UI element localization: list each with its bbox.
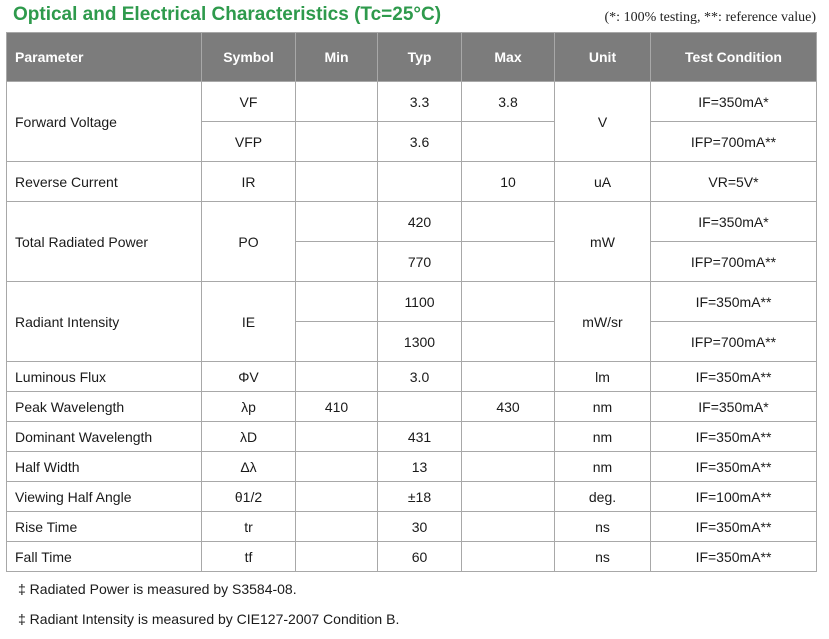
max-cell [462,512,555,542]
condition-cell: IF=350mA** [651,282,817,322]
symbol-cell: ΦV [202,362,296,392]
max-cell [462,422,555,452]
legend-note: (*: 100% testing, **: reference value) [604,10,816,25]
symbol-cell: IE [202,282,296,362]
min-cell [296,282,378,322]
min-cell [296,162,378,202]
condition-cell: IF=350mA** [651,362,817,392]
unit-cell: mW/sr [555,282,651,362]
typ-cell: 420 [378,202,462,242]
param-cell: Total Radiated Power [7,202,202,282]
condition-cell: IF=350mA** [651,452,817,482]
unit-cell: nm [555,392,651,422]
param-cell: Rise Time [7,512,202,542]
min-cell [296,82,378,122]
condition-cell: IF=350mA* [651,202,817,242]
min-cell [296,482,378,512]
table-row [7,512,817,542]
symbol-cell: λD [202,422,296,452]
max-cell [462,122,555,162]
typ-cell: 770 [378,242,462,282]
param-cell: Radiant Intensity [7,282,202,362]
condition-cell: IF=350mA** [651,512,817,542]
condition-cell: IF=350mA* [651,392,817,422]
typ-cell: 3.0 [378,362,462,392]
symbol-cell: tr [202,512,296,542]
symbol-cell: VFP [202,122,296,162]
unit-cell: nm [555,422,651,452]
min-cell [296,202,378,242]
footnote-radiant-intensity: ‡ Radiant Intensity is measured by CIE127-2007 Condition B. [18,611,400,627]
header-row [7,33,817,82]
param-cell: Dominant Wavelength [7,422,202,452]
table-row [7,422,817,452]
header-parameter: Parameter [7,33,202,82]
header-max: Max [462,33,555,82]
min-cell [296,512,378,542]
min-cell: 410 [296,392,378,422]
max-cell [462,282,555,322]
max-cell: 430 [462,392,555,422]
condition-cell: IFP=700mA** [651,242,817,282]
table-row [7,392,817,422]
symbol-cell: VF [202,82,296,122]
unit-cell: uA [555,162,651,202]
header-min: Min [296,33,378,82]
param-cell: Forward Voltage [7,82,202,162]
header-unit: Unit [555,33,651,82]
min-cell [296,322,378,362]
max-cell [462,322,555,362]
symbol-cell: λp [202,392,296,422]
header-symbol: Symbol [202,33,296,82]
typ-cell: 3.6 [378,122,462,162]
condition-cell: IFP=700mA** [651,322,817,362]
typ-cell [378,162,462,202]
condition-cell: IFP=700mA** [651,122,817,162]
typ-cell [378,392,462,422]
unit-cell: deg. [555,482,651,512]
param-cell: Reverse Current [7,162,202,202]
min-cell [296,542,378,572]
table-row [7,82,817,122]
typ-cell: 1300 [378,322,462,362]
unit-cell: ns [555,542,651,572]
characteristics-table [6,32,817,572]
max-cell [462,452,555,482]
min-cell [296,242,378,282]
table-row [7,162,817,202]
symbol-cell: PO [202,202,296,282]
table-row [7,482,817,512]
max-cell [462,362,555,392]
table-row [7,362,817,392]
condition-cell: IF=350mA** [651,542,817,572]
max-cell [462,242,555,282]
condition-cell: IF=350mA** [651,422,817,452]
symbol-cell: Δλ [202,452,296,482]
page-title: Optical and Electrical Characteristics (Tc=25°C) [13,4,442,25]
unit-cell: mW [555,202,651,282]
footnote-radiated-power: ‡ Radiated Power is measured by S3584-08. [18,581,297,597]
unit-cell: nm [555,452,651,482]
condition-cell: IF=350mA* [651,82,817,122]
symbol-cell: θ1/2 [202,482,296,512]
typ-cell: 13 [378,452,462,482]
min-cell [296,452,378,482]
table-row [7,282,817,322]
param-cell: Half Width [7,452,202,482]
typ-cell: 60 [378,542,462,572]
param-cell: Fall Time [7,542,202,572]
param-cell: Luminous Flux [7,362,202,392]
min-cell [296,362,378,392]
table-row [7,542,817,572]
max-cell: 3.8 [462,82,555,122]
unit-cell: ns [555,512,651,542]
typ-cell: 3.3 [378,82,462,122]
param-cell: Peak Wavelength [7,392,202,422]
max-cell [462,542,555,572]
min-cell [296,422,378,452]
condition-cell: IF=100mA** [651,482,817,512]
typ-cell: 431 [378,422,462,452]
typ-cell: ±18 [378,482,462,512]
param-cell: Viewing Half Angle [7,482,202,512]
typ-cell: 1100 [378,282,462,322]
header-typ: Typ [378,33,462,82]
symbol-cell: tf [202,542,296,572]
max-cell: 10 [462,162,555,202]
unit-cell: lm [555,362,651,392]
min-cell [296,122,378,162]
unit-cell: V [555,82,651,162]
header-test-condition: Test Condition [651,33,817,82]
condition-cell: VR=5V* [651,162,817,202]
symbol-cell: IR [202,162,296,202]
table-row [7,452,817,482]
typ-cell: 30 [378,512,462,542]
table-row [7,202,817,242]
max-cell [462,482,555,512]
max-cell [462,202,555,242]
